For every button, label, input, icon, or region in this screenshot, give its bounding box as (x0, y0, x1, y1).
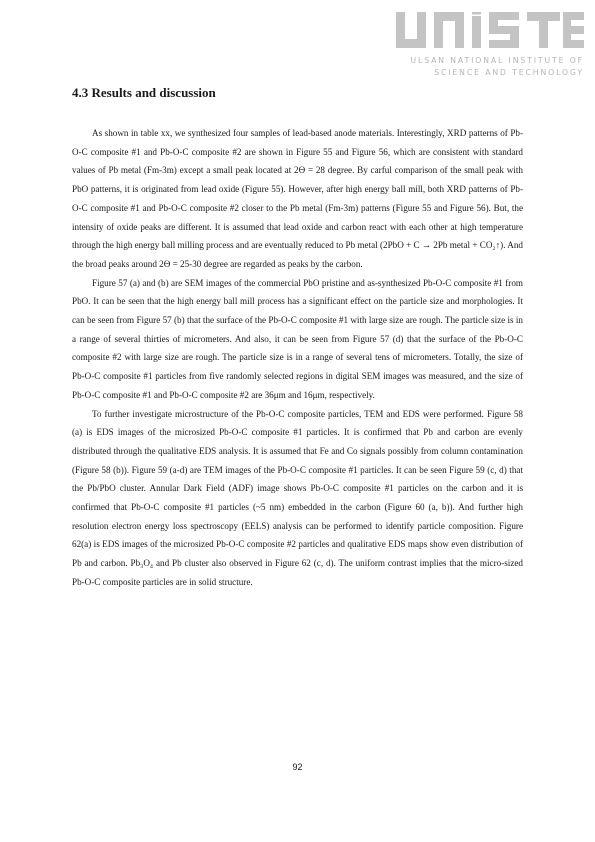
page-number: 92 (292, 762, 303, 772)
unist-wordmark-icon (396, 12, 584, 48)
paragraph: Figure 57 (a) and (b) are SEM images of the commercial PbO pristine and as-synthesized Pb-O-C composite #1 from PbO. It can be seen that the high energy ball mill process has a significant effect on the particle size and morphologies. It can be seen from Figure 57 (b) that the surface of the Pb-O-C composite #1 with large size are rough. The particle size is in a range of several thirties of micrometers. And also, it can be seen from Figure 57 (d) that the surface of the Pb-O-C composite #2 with large size are rough. The particle size is in a range of several tens of micrometers. Totally, the size of Pb-O-C composite #1 particles from five randomly selected regions in digital SEM images was measured, and the size of Pb-O-C composite #1 and Pb-O-C composite #2 are 36μm and 16μm, respectively. (72, 277, 523, 400)
institution-name-line2: SCIENCE AND TECHNOLOGY (434, 68, 584, 77)
unist-logo (396, 12, 584, 79)
section-heading: 4.3 Results and discussion (72, 85, 216, 100)
section-body (72, 124, 523, 592)
institution-name-line1: ULSAN NATIONAL INSTITUTE OF (410, 56, 584, 65)
paragraph: As shown in table xx, we synthesized four samples of lead-based anode materials. Interestingly, XRD patterns of Pb-O-C composite #1 and Pb-O-C composite #2 are shown in Figure 55 and Figure 56, which are consistent with standard values of Pb metal (Fm-3m) except a small peak located at 2Ѳ = 28 degree. By carful comparison of the small peak with PbO patterns, it is originated from lead oxide (Figure 55). However, after high energy ball mill, both XRD patterns of Pb-O-C composite #1 and Pb-O-C composite #2 closer to the Pb metal (Fm-3m) patterns (Figure 55 and Figure 56). But, the intensity of oxide peaks are different. It is assumed that lead oxide and carbon react with each other at high temperature through the high energy ball milling process and are eventually reduced to Pb metal (2PbO + C → 2Pb metal + CO₂↑). And the broad peaks around 2Ѳ = 25-30 degree are regarded as peaks by the carbon. (72, 128, 523, 269)
paragraph: To further investigate microstructure of the Pb-O-C composite particles, TEM and EDS were performed. Figure 58 (a) is EDS images of the microsized Pb-O-C composite #1 particles. It is confirmed that Pb and carbon are evenly distributed through the qualitative EDS analysis. It is assumed that Fe and Co signals possibly from column contamination (Figure 58 (b)). Figure 59 (a-d) are TEM images of the Pb-O-C composite #1 particles. It can be seen Figure 59 (c, d) that the Pb/PbO cluster. Annular Dark Field (ADF) image shows Pb-O-C composite #1 particles on the carbon and it is confirmed that Pb-O-C composite #1 particles (~5 nm) embedded in the carbon (Figure 60 (a, b)). And further high resolution electron energy loss spectroscopy (EELS) analysis can be performed to identify particle composition. Figure 62(a) is EDS images of the microsized Pb-O-C composite #2 particles and qualitative EDS maps show even distribution of Pb and carbon. Pb₃O₄ and Pb cluster also observed in Figure 62 (c, d). The uniform contrast implies that the micro-sized Pb-O-C composite particles are in solid structure. (72, 408, 523, 587)
